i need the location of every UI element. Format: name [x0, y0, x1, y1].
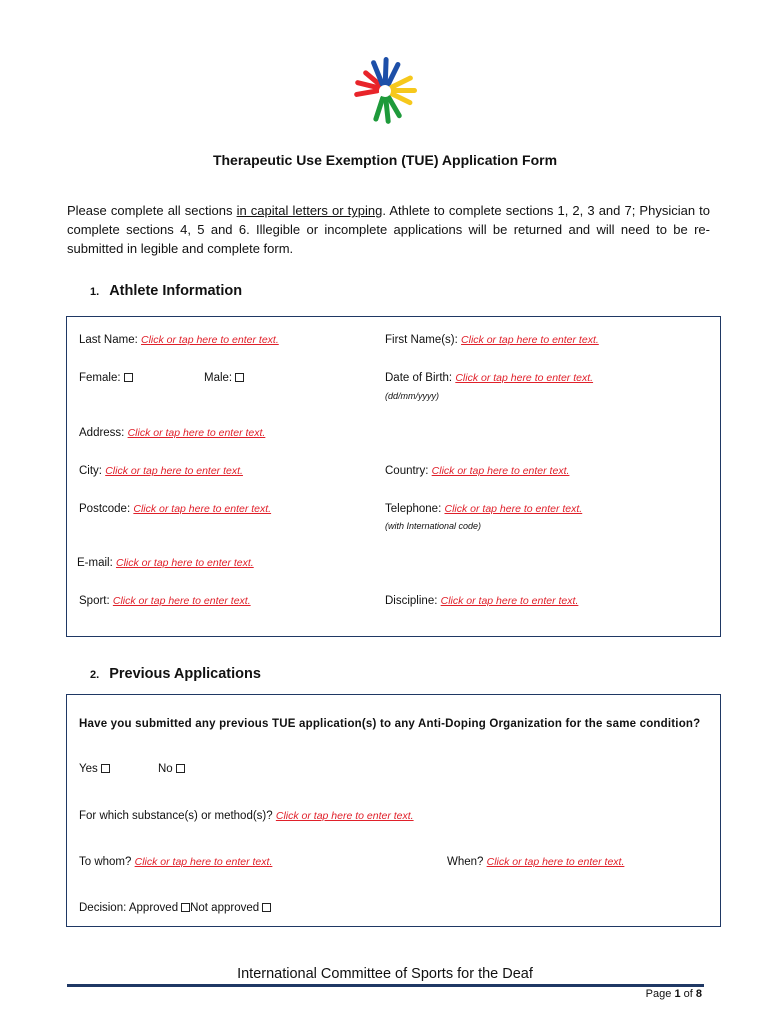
to-whom-input[interactable]: Click or tap here to enter text. [134, 856, 273, 868]
not-approved-checkbox[interactable] [262, 903, 271, 912]
section-2-heading: 2. Previous Applications [90, 666, 261, 682]
male-row: Male: [204, 372, 244, 384]
yes-row: Yes [79, 763, 110, 775]
discipline-input[interactable]: Click or tap here to enter text. [440, 595, 579, 607]
when-input[interactable]: Click or tap here to enter text. [486, 856, 625, 868]
female-checkbox[interactable] [124, 373, 133, 382]
intro-paragraph: Please complete all sections in capital letters or typing. Athlete to complete sections 1, 2, 3 and 7; Physician to complete sections 4, 5 and 6. Illegible or incomplete applications will be returned and will need to be re-submitted in legible and complete form. [67, 203, 710, 256]
city-input[interactable]: Click or tap here to enter text. [105, 465, 243, 477]
first-name-row: First Name(s): Click or tap here to enter text. [385, 334, 599, 346]
decision-row: Decision: Approved Not approved [79, 902, 271, 914]
footer-organization: International Committee of Sports for the Deaf [237, 966, 533, 982]
telephone-input[interactable]: Click or tap here to enter text. [444, 503, 583, 515]
email-input[interactable]: Click or tap here to enter text. [115, 557, 254, 569]
dob-input[interactable]: Click or tap here to enter text. [455, 372, 594, 384]
city-row: City: Click or tap here to enter text. [79, 465, 243, 477]
previous-application-question: Have you submitted any previous TUE application(s) to any Anti-Doping Organization for the same condition? [79, 718, 701, 730]
postcode-row: Postcode: Click or tap here to enter text. [79, 503, 272, 515]
last-name-row: Last Name: Click or tap here to enter text. [79, 334, 279, 346]
section-1-heading: 1. Athlete Information [90, 283, 243, 299]
dob-hint: (dd/mm/yyyy) [385, 391, 439, 401]
page-number: Page 1 of 8 [645, 988, 702, 1000]
form-title: Therapeutic Use Exemption (TUE) Application Form [212, 152, 558, 168]
substance-row: For which substance(s) or method(s)? Click or tap here to enter text. [79, 810, 414, 822]
male-checkbox[interactable] [235, 373, 244, 382]
icsd-logo [350, 56, 420, 126]
no-row: No [158, 763, 185, 775]
no-checkbox[interactable] [176, 764, 185, 773]
email-row: E-mail: Click or tap here to enter text. [77, 557, 254, 569]
footer-divider [67, 984, 704, 987]
dob-row: Date of Birth: Click or tap here to enter text. [385, 372, 594, 384]
to-whom-row: To whom? Click or tap here to enter text. [79, 856, 273, 868]
address-row: Address: Click or tap here to enter text. [79, 427, 266, 439]
telephone-hint: (with International code) [385, 521, 482, 531]
female-row: Female: [79, 372, 133, 384]
country-input[interactable]: Click or tap here to enter text. [431, 465, 570, 477]
sport-input[interactable]: Click or tap here to enter text. [112, 595, 251, 607]
postcode-input[interactable]: Click or tap here to enter text. [133, 503, 272, 515]
last-name-input[interactable]: Click or tap here to enter text. [141, 334, 279, 346]
when-row: When? Click or tap here to enter text. [447, 856, 625, 868]
yes-checkbox[interactable] [101, 764, 110, 773]
first-name-input[interactable]: Click or tap here to enter text. [461, 334, 599, 346]
discipline-row: Discipline: Click or tap here to enter text. [385, 595, 579, 607]
substance-input[interactable]: Click or tap here to enter text. [275, 810, 414, 822]
address-input[interactable]: Click or tap here to enter text. [127, 427, 266, 439]
telephone-row: Telephone: Click or tap here to enter text. [385, 503, 583, 515]
country-row: Country: Click or tap here to enter text. [385, 465, 570, 477]
approved-checkbox[interactable] [181, 903, 190, 912]
sport-row: Sport: Click or tap here to enter text. [79, 595, 251, 607]
